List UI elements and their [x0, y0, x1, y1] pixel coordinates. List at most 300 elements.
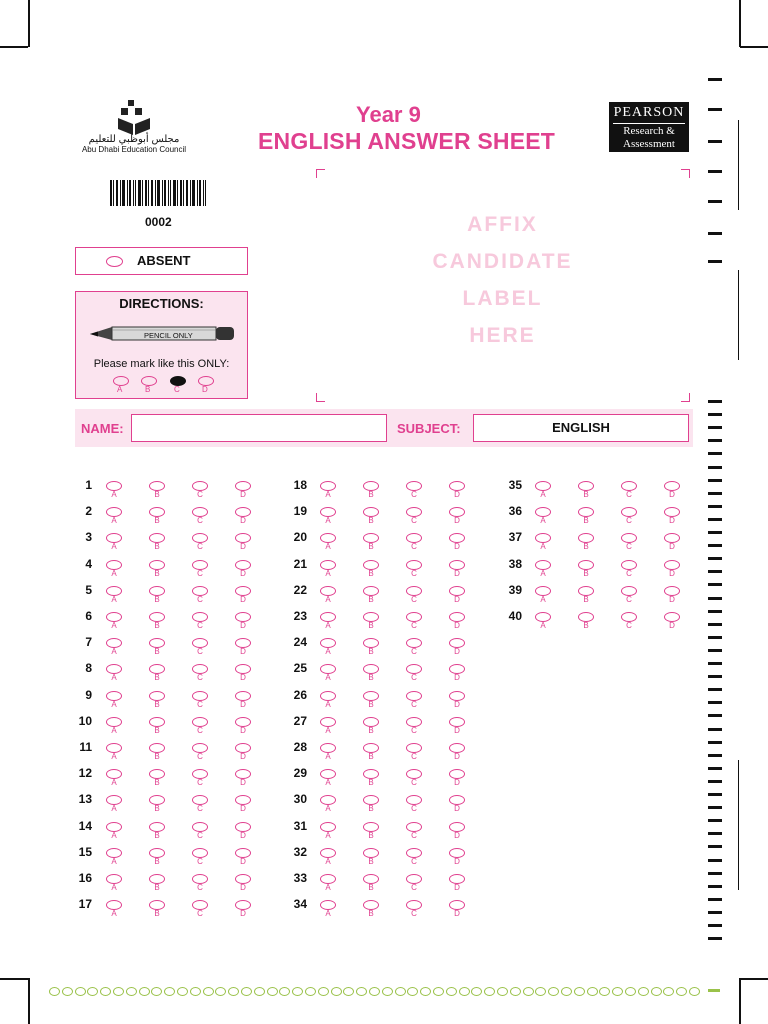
footer-dot	[433, 987, 444, 996]
crop-mark	[0, 978, 28, 980]
footer-dot	[382, 987, 393, 996]
answer-letter: B	[368, 594, 374, 604]
answer-letter: D	[454, 568, 460, 578]
answer-letter: A	[111, 856, 117, 866]
footer-dot	[548, 987, 559, 996]
answer-letter: B	[368, 516, 374, 526]
footer-mark	[708, 989, 720, 992]
question-number: 26	[293, 687, 307, 702]
timing-mark	[708, 688, 722, 691]
answer-letter: A	[111, 804, 117, 814]
timing-mark	[708, 754, 722, 757]
answer-letter: D	[240, 516, 246, 526]
answer-letter: D	[240, 830, 246, 840]
logo-text	[78, 135, 190, 155]
label-line: HERE	[469, 324, 536, 347]
answer-letter: A	[111, 542, 117, 552]
timing-mark	[708, 597, 722, 600]
answer-letter: D	[669, 621, 675, 630]
subject-value: ENGLISH	[552, 420, 610, 435]
answer-letter: C	[197, 856, 203, 866]
answer-letter: B	[154, 516, 160, 526]
footer-dot	[651, 987, 662, 996]
question-number: 24	[293, 635, 307, 650]
label-corner	[681, 169, 690, 178]
question-number: 18	[293, 478, 307, 492]
answer-letter: D	[454, 621, 460, 630]
answer-letter: B	[154, 673, 160, 683]
question-number: 12	[78, 766, 92, 781]
timing-mark	[708, 570, 722, 573]
answer-letter: A	[325, 699, 331, 709]
question-number: 38	[508, 556, 522, 571]
answer-letter: B	[368, 856, 374, 866]
answer-letter: B	[368, 725, 374, 735]
timing-mark	[708, 832, 722, 835]
timing-mark	[708, 623, 722, 626]
label-line: CANDIDATE	[432, 250, 573, 273]
answer-letter: A	[325, 830, 331, 840]
answer-letter: D	[669, 490, 675, 499]
timing-mark	[708, 728, 722, 731]
answer-letter: B	[154, 778, 160, 788]
answer-letter: D	[240, 699, 246, 709]
question-number: 35	[508, 478, 522, 492]
crop-mark	[740, 978, 768, 980]
timing-mark	[708, 675, 722, 678]
crop-mark	[740, 46, 768, 48]
footer-dot	[100, 987, 111, 996]
question-number: 23	[293, 609, 307, 623]
answer-letter: A	[325, 752, 331, 761]
timing-mark	[708, 518, 722, 521]
timing-mark	[708, 780, 722, 783]
footer-dot	[126, 987, 137, 996]
timing-mark	[708, 260, 722, 263]
answer-letter: C	[197, 673, 203, 683]
answer-letter: A	[540, 542, 546, 552]
answer-letter: B	[368, 804, 374, 814]
question-number: 7	[85, 635, 92, 650]
answer-letter: B	[154, 594, 160, 604]
footer-dot	[523, 987, 534, 996]
sheet-number: 0002	[145, 215, 172, 229]
answer-letter: B	[368, 830, 374, 840]
answer-letter: B	[154, 621, 160, 630]
org-arabic-name: مجلس أبوظبي للتعليم	[88, 134, 180, 145]
crop-mark	[739, 0, 741, 47]
timing-mark	[708, 439, 722, 442]
timing-mark	[708, 845, 722, 848]
answer-letter: A	[111, 883, 117, 892]
answer-letter: B	[583, 490, 589, 499]
footer-dot	[407, 987, 418, 996]
answer-letter: B	[368, 568, 374, 578]
answer-letter: D	[454, 647, 460, 657]
answer-letter: C	[411, 647, 417, 657]
footer-dot	[676, 987, 687, 996]
question-number: 20	[293, 530, 307, 545]
answer-letter: B	[368, 883, 374, 892]
answer-letter: A	[111, 699, 117, 709]
subject-label: SUBJECT:	[397, 421, 461, 436]
answer-letter: A	[325, 516, 331, 526]
footer-dot	[228, 987, 239, 996]
footer-dot	[292, 987, 303, 996]
footer-dot	[305, 987, 316, 996]
question-number: 2	[85, 504, 92, 519]
answer-letter: A	[540, 568, 546, 578]
answer-letter: A	[325, 725, 331, 735]
answer-letter: B	[368, 699, 374, 709]
timing-mark	[708, 701, 722, 704]
answer-letter: C	[626, 490, 632, 499]
footer-dot	[75, 987, 86, 996]
timing-mark	[708, 200, 722, 203]
answer-letter: D	[454, 752, 460, 761]
crop-mark	[28, 978, 30, 1024]
name-label: NAME:	[81, 421, 124, 436]
timing-mark	[708, 898, 722, 901]
footer-dot	[369, 987, 380, 996]
timing-mark	[708, 649, 722, 652]
footer-dot	[241, 987, 252, 996]
answer-letter: C	[197, 647, 203, 657]
answer-letter: C	[411, 883, 417, 892]
footer-dot	[420, 987, 431, 996]
answer-letter: D	[240, 647, 246, 657]
answer-letter: C	[411, 856, 417, 866]
answer-letter: B	[368, 909, 374, 919]
question-number: 1	[85, 478, 92, 492]
footer-dot	[612, 987, 623, 996]
answer-letter: D	[669, 516, 675, 526]
demo-letter: C	[174, 385, 180, 394]
answer-letter: C	[197, 699, 203, 709]
timing-mark	[708, 557, 722, 560]
answer-letter: B	[583, 621, 589, 630]
answer-letter: C	[411, 673, 417, 683]
answer-letter: B	[154, 542, 160, 552]
absent-box	[75, 247, 248, 275]
answer-letter: D	[454, 673, 460, 683]
footer-dot	[49, 987, 60, 996]
footer-dot	[164, 987, 175, 996]
side-line	[738, 270, 739, 360]
footer-dot	[190, 987, 201, 996]
answer-letter: D	[454, 883, 460, 892]
footer-dot	[561, 987, 572, 996]
answer-letter: B	[583, 568, 589, 578]
answer-letter: A	[325, 883, 331, 892]
answer-letter: C	[626, 542, 632, 552]
question-number: 30	[293, 792, 307, 807]
footer-dot	[177, 987, 188, 996]
footer-dot	[587, 987, 598, 996]
question-number: 39	[508, 582, 522, 597]
timing-mark	[708, 741, 722, 744]
answer-letter: D	[240, 778, 246, 788]
pencil-label: PENCIL ONLY	[144, 331, 193, 340]
timing-mark	[708, 479, 722, 482]
answer-letter: A	[540, 594, 546, 604]
question-number: 27	[293, 713, 307, 728]
answer-letter: A	[325, 778, 331, 788]
answer-letter: D	[454, 516, 460, 526]
pearson-name: PEARSON	[613, 105, 685, 124]
timing-mark	[708, 170, 722, 173]
answer-letter: A	[325, 490, 331, 499]
answer-letter: A	[325, 568, 331, 578]
footer-dot	[113, 987, 124, 996]
absent-bubble[interactable]	[106, 256, 123, 267]
footer-dot	[689, 987, 700, 996]
answer-letter: C	[411, 594, 417, 604]
answer-letter: D	[454, 778, 460, 788]
answer-letter: B	[154, 699, 160, 709]
question-number: 40	[508, 609, 522, 623]
answer-letter: C	[411, 699, 417, 709]
answer-letter: C	[197, 830, 203, 840]
answer-letter: A	[111, 725, 117, 735]
absent-label: ABSENT	[137, 253, 191, 268]
question-number: 10	[78, 713, 92, 728]
answer-letter: A	[325, 594, 331, 604]
answer-letter: D	[454, 804, 460, 814]
timing-mark	[708, 108, 722, 111]
answer-letter: B	[154, 883, 160, 892]
footer-dot	[318, 987, 329, 996]
logo-icon	[116, 100, 152, 136]
answer-letter: C	[411, 542, 417, 552]
answer-letter: C	[197, 490, 203, 499]
timing-mark	[708, 452, 722, 455]
timing-mark	[708, 714, 722, 717]
label-line: AFFIX	[467, 213, 538, 236]
answer-letter: B	[583, 542, 589, 552]
name-field[interactable]	[131, 414, 387, 442]
answer-letter: B	[154, 725, 160, 735]
answer-letter: C	[197, 883, 203, 892]
answer-letter: D	[240, 883, 246, 892]
question-number: 34	[293, 897, 307, 912]
timing-mark	[708, 466, 722, 469]
answer-letter: C	[411, 909, 417, 919]
answer-letter: C	[197, 752, 203, 761]
answer-letter: A	[111, 621, 117, 630]
crop-mark	[28, 0, 30, 47]
answer-letter: C	[626, 568, 632, 578]
answer-letter: C	[197, 621, 203, 630]
pencil-icon	[90, 324, 236, 342]
question-number: 37	[508, 530, 522, 545]
answer-letter: D	[454, 725, 460, 735]
answer-letter: D	[240, 490, 246, 499]
timing-mark	[708, 767, 722, 770]
answer-letter: A	[325, 856, 331, 866]
question-number: 8	[85, 661, 92, 676]
answer-letter: A	[111, 647, 117, 657]
answer-letter: B	[154, 909, 160, 919]
timing-mark	[708, 662, 722, 665]
footer-dot	[625, 987, 636, 996]
footer-dot	[62, 987, 73, 996]
answer-letter: A	[325, 542, 331, 552]
footer-dot	[510, 987, 521, 996]
answer-letter: C	[197, 568, 203, 578]
timing-mark	[708, 937, 722, 940]
timing-mark	[708, 872, 722, 875]
mark-instruction: Please mark like this ONLY:	[93, 358, 230, 370]
timing-mark	[708, 78, 722, 81]
question-number: 36	[508, 504, 522, 519]
answer-letter: C	[197, 594, 203, 604]
answer-letter: D	[240, 725, 246, 735]
answer-letter: A	[325, 621, 331, 630]
question-number: 29	[293, 766, 307, 781]
answer-letter: D	[240, 542, 246, 552]
answer-letter: C	[411, 516, 417, 526]
footer-dot	[446, 987, 457, 996]
pearson-sub2: Assessment	[623, 138, 675, 150]
answer-letter: B	[368, 752, 374, 761]
timing-mark	[708, 885, 722, 888]
footer-dot	[279, 987, 290, 996]
crop-mark	[739, 978, 741, 1024]
answer-sheet-heading: ENGLISH ANSWER SHEET	[258, 128, 556, 154]
answer-letter: D	[240, 856, 246, 866]
answer-letter: D	[454, 699, 460, 709]
answer-letter: A	[540, 621, 546, 630]
answer-letter: B	[583, 516, 589, 526]
question-number: 3	[85, 530, 92, 545]
answer-letter: D	[669, 542, 675, 552]
timing-mark	[708, 426, 722, 429]
pearson-logo	[609, 102, 689, 152]
answer-letter: C	[411, 830, 417, 840]
timing-mark	[708, 505, 722, 508]
answer-letter: B	[368, 542, 374, 552]
answer-letter: A	[111, 778, 117, 788]
question-number: 5	[85, 582, 92, 597]
answer-letter: A	[111, 568, 117, 578]
timing-mark	[708, 544, 722, 547]
answer-letter: B	[368, 778, 374, 788]
subject-field[interactable]	[473, 414, 689, 442]
answer-letter: D	[454, 594, 460, 604]
question-number: 32	[293, 844, 307, 859]
footer-dot	[395, 987, 406, 996]
barcode	[110, 180, 206, 206]
footer-dot	[267, 987, 278, 996]
sheet-title	[258, 102, 578, 155]
footer-dot	[151, 987, 162, 996]
answer-letter: B	[368, 673, 374, 683]
question-number: 28	[293, 740, 307, 754]
footer-dot	[638, 987, 649, 996]
answer-letter: D	[240, 909, 246, 919]
question-number: 6	[85, 609, 92, 623]
answer-letter: C	[411, 778, 417, 788]
footer-dot	[535, 987, 546, 996]
footer-dot	[331, 987, 342, 996]
footer-dot	[215, 987, 226, 996]
timing-mark	[708, 492, 722, 495]
answer-letter: C	[626, 516, 632, 526]
footer-dot	[484, 987, 495, 996]
timing-mark	[708, 819, 722, 822]
answer-letter: D	[669, 594, 675, 604]
answer-letter: B	[368, 490, 374, 499]
answer-letter: B	[368, 621, 374, 630]
answer-letter: B	[154, 752, 160, 761]
footer-dot	[663, 987, 674, 996]
demo-letter: B	[145, 385, 151, 394]
footer-dots	[49, 987, 697, 999]
answer-letter: D	[240, 594, 246, 604]
answer-letter: B	[154, 804, 160, 814]
answer-letter: C	[197, 804, 203, 814]
answer-letter: D	[669, 568, 675, 578]
footer-dot	[497, 987, 508, 996]
org-name: Abu Dhabi Education Council	[81, 145, 187, 154]
candidate-info-strip	[75, 409, 693, 447]
question-number: 22	[293, 582, 307, 597]
answer-letter: A	[111, 909, 117, 919]
answer-letter: D	[454, 909, 460, 919]
directions-box	[75, 291, 248, 399]
crop-mark	[0, 46, 28, 48]
label-corner	[681, 393, 690, 402]
footer-dot	[343, 987, 354, 996]
answer-letter: C	[197, 516, 203, 526]
timing-mark	[708, 911, 722, 914]
year-heading: Year 9	[356, 102, 421, 127]
answer-letter: D	[240, 752, 246, 761]
answer-letter: A	[111, 673, 117, 683]
side-line	[738, 760, 739, 890]
question-number: 15	[78, 844, 92, 859]
question-number: 13	[78, 792, 92, 807]
answer-letter: B	[154, 647, 160, 657]
answer-letter: B	[154, 830, 160, 840]
answer-letter: A	[325, 647, 331, 657]
question-number: 33	[293, 871, 307, 885]
answer-letter: A	[540, 516, 546, 526]
question-number: 4	[85, 556, 92, 571]
answer-letter: B	[154, 490, 160, 499]
answer-letter: C	[197, 778, 203, 788]
answer-letter: D	[240, 673, 246, 683]
answer-letter: C	[411, 725, 417, 735]
question-number: 21	[293, 556, 307, 571]
answer-letter: A	[325, 804, 331, 814]
answer-letter: A	[325, 909, 331, 919]
timing-mark	[708, 806, 722, 809]
timing-mark	[708, 793, 722, 796]
answer-letter: B	[368, 647, 374, 657]
demo-letter: D	[202, 385, 208, 394]
question-number: 31	[293, 818, 307, 833]
answer-letter: C	[411, 621, 417, 630]
answer-letter: A	[540, 490, 546, 499]
label-corner	[316, 393, 325, 402]
timing-mark	[708, 413, 722, 416]
timing-mark	[708, 531, 722, 534]
timing-mark	[708, 610, 722, 613]
answer-letter: A	[111, 516, 117, 526]
timing-mark	[708, 583, 722, 586]
